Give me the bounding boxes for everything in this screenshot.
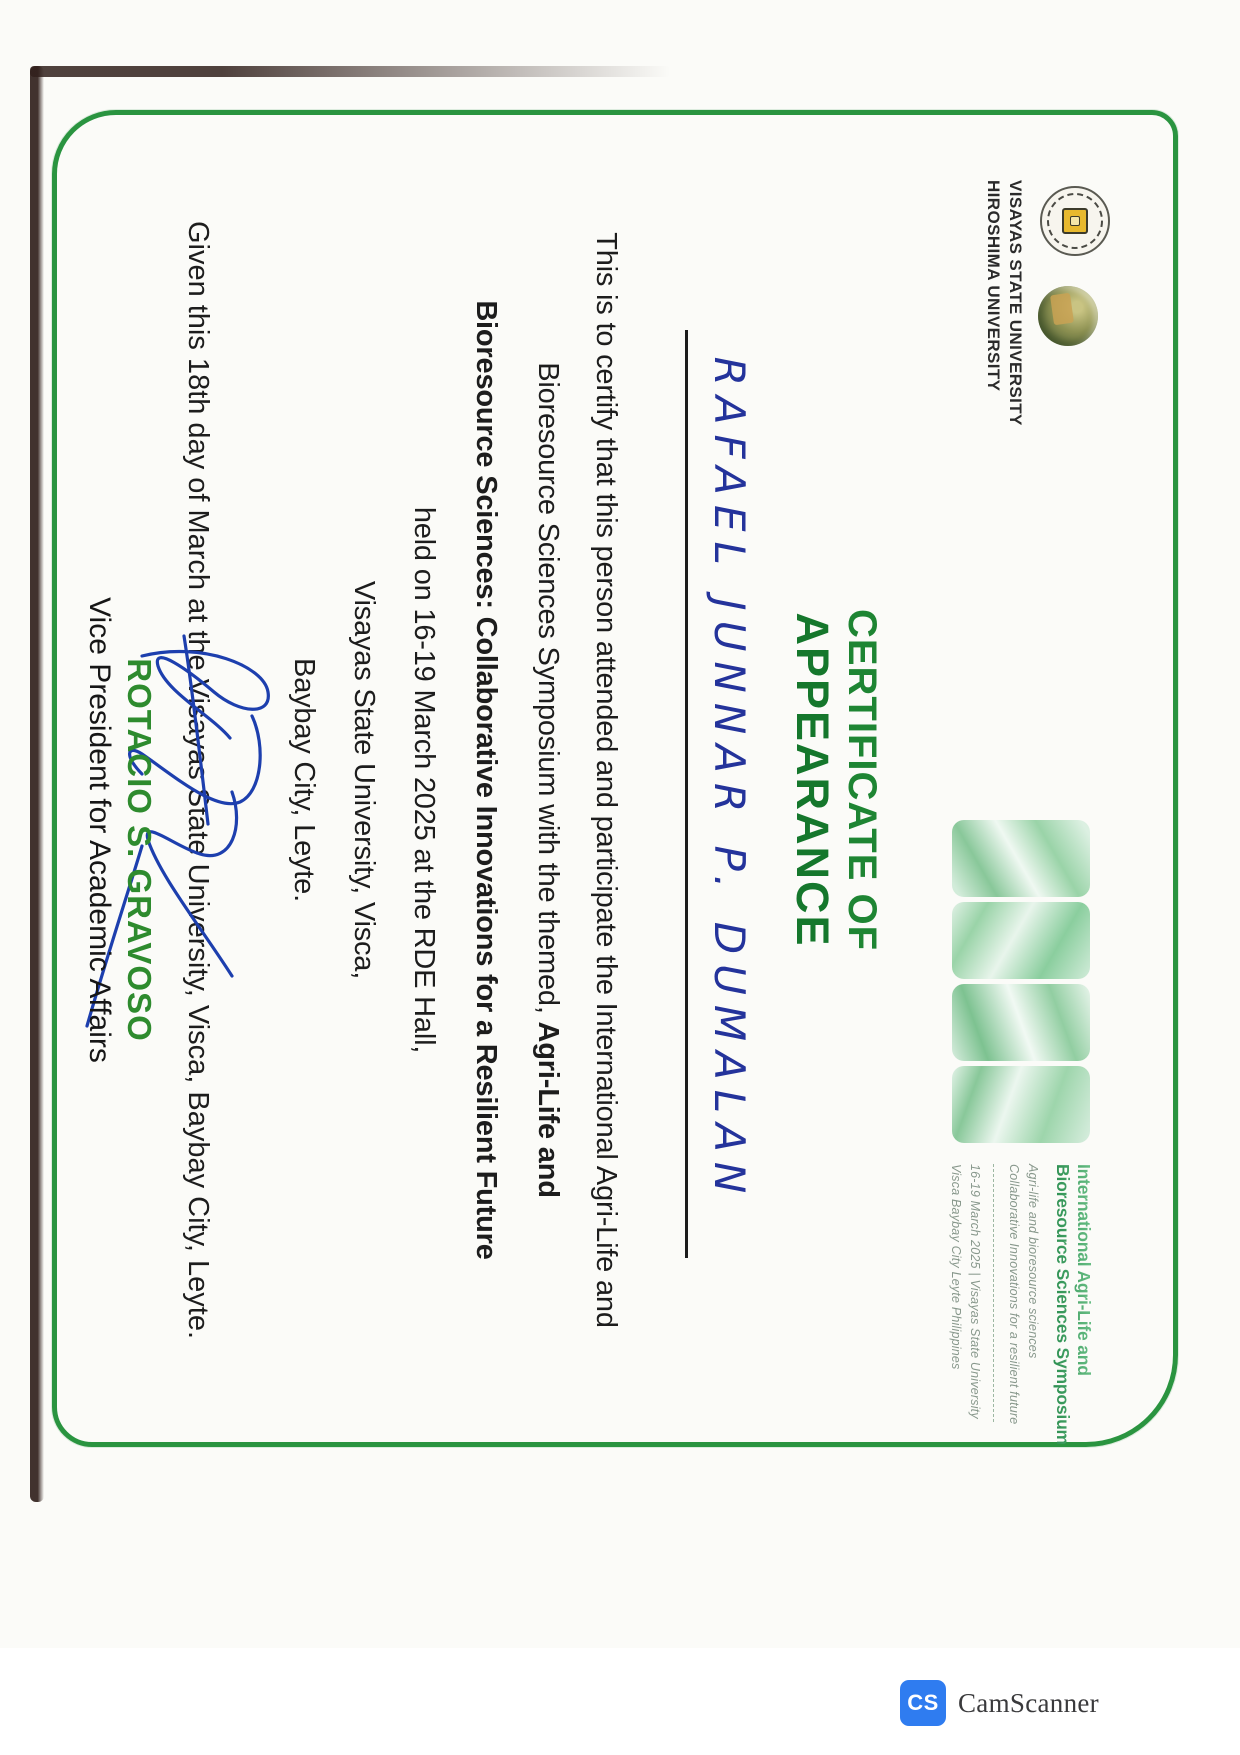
symposium-logo-date-line: 16-19 March 2025 | Visayas State University bbox=[968, 1164, 982, 1419]
symposium-logo-place-line: Visca Baybay City Leyte Philippines bbox=[949, 1164, 963, 1370]
body-line-3-theme: Bioresource Sciences: Collaborative Innovations for a Resilient Future bbox=[470, 300, 502, 1260]
body-line-5: Visayas State University, Visca, bbox=[348, 580, 380, 980]
university-names bbox=[982, 180, 1026, 426]
body-line-2-regular: Bioresource Sciences Symposium with the themed, bbox=[532, 362, 564, 1022]
body-line-6: Baybay City, Leyte. bbox=[288, 658, 320, 902]
signatory-name: ROTACIO S. GRAVOSO bbox=[121, 658, 158, 1042]
body-line-2-bold: Agri-Life and bbox=[532, 1021, 564, 1198]
symposium-logo-subtitle-line2: Collaborative Innovations for a resilient future bbox=[1007, 1164, 1021, 1425]
symposium-logo-title-line2: Bioresource Sciences Symposium bbox=[1053, 1164, 1073, 1445]
symposium-logo-title-line1: International Agri-Life and bbox=[1074, 1164, 1094, 1376]
symposium-photo bbox=[952, 1066, 1090, 1143]
vsu-seal-icon bbox=[1040, 186, 1110, 256]
certificate-title-line1: CERTIFICATE OF bbox=[840, 608, 884, 952]
body-line-1: This is to certify that this person attended and participate the International Agri-Life and bbox=[590, 232, 622, 1328]
symposium-logo-details bbox=[946, 1164, 984, 1419]
university-name-vsu: VISAYAS STATE UNIVERSITY bbox=[1006, 180, 1025, 426]
body-line-4: held on 16-19 March 2025 at the RDE Hall, bbox=[408, 506, 440, 1054]
symposium-logo-divider bbox=[993, 1164, 994, 1422]
certificate-title-line2: APPEARANCE bbox=[787, 612, 838, 948]
camscanner-logo-icon: CS bbox=[900, 1680, 946, 1726]
signatory-title: Vice President for Academic Affairs bbox=[83, 597, 116, 1063]
hiroshima-university-logo-icon bbox=[1038, 286, 1098, 346]
symposium-photo bbox=[952, 902, 1090, 979]
recipient-name-handwritten: RAFAEL JUNNAR P. DUMALAN bbox=[705, 356, 754, 1204]
recipient-name-underline bbox=[685, 330, 688, 1258]
camscanner-brand-text: CamScanner bbox=[958, 1688, 1099, 1718]
body-line-2 bbox=[531, 120, 564, 1440]
symposium-logo-subtitle-line1: Agri-life and bioresource sciences bbox=[1026, 1164, 1040, 1359]
symposium-photo bbox=[952, 820, 1090, 897]
university-name-hiroshima: HIROSHIMA UNIVERSITY bbox=[984, 180, 1003, 392]
symposium-photo-strip bbox=[952, 820, 1090, 1143]
symposium-logo-title bbox=[1052, 1164, 1094, 1445]
given-date-line: Given this 18th day of March at the Visayas State University, Visca, Baybay City, Leyte. bbox=[182, 220, 214, 1340]
symposium-logo-subtitle bbox=[1004, 1164, 1042, 1424]
symposium-photo bbox=[952, 984, 1090, 1061]
